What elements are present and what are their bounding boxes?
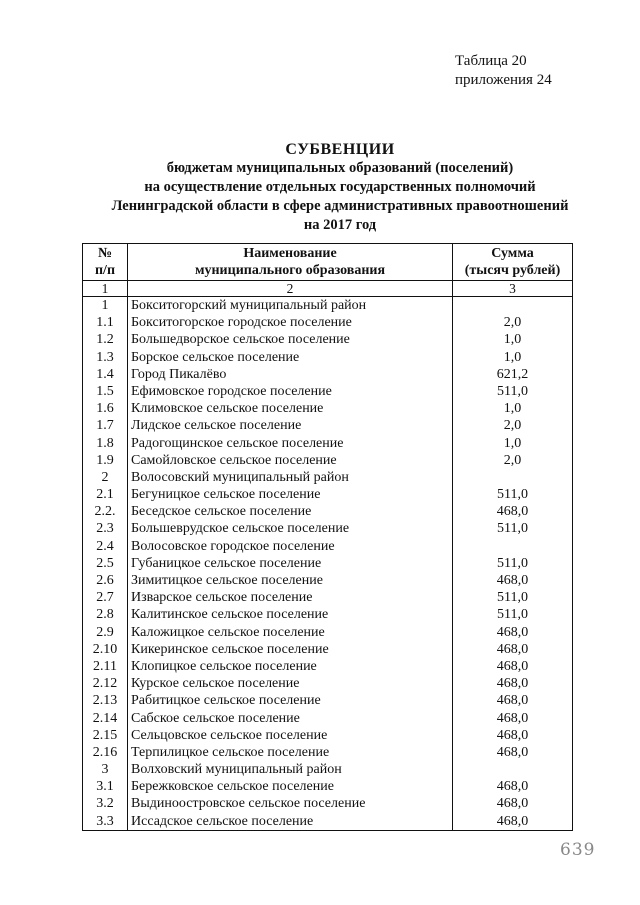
row-sum: 511,0 (453, 520, 573, 537)
table-row (83, 692, 573, 709)
row-name: Самойловское сельское поселение (128, 452, 453, 469)
table-row (83, 452, 573, 469)
row-sum: 2,0 (453, 452, 573, 469)
row-sum: 1,0 (453, 349, 573, 366)
header-name (128, 244, 453, 281)
header-number-line-1: № (97, 246, 113, 261)
table-row (83, 538, 573, 555)
table-row (83, 727, 573, 744)
row-name: Кикеринское сельское поселение (128, 641, 453, 658)
table-row (83, 778, 573, 795)
row-name: Бережковское сельское поселение (128, 778, 453, 795)
table-row (83, 795, 573, 812)
table-row (83, 314, 573, 331)
table-row (83, 400, 573, 417)
row-name: Изварское сельское поселение (128, 589, 453, 606)
row-number: 1.7 (83, 417, 128, 434)
table-row (83, 555, 573, 572)
title-line-5: на 2017 год (303, 217, 377, 233)
row-sum: 511,0 (453, 606, 573, 623)
table-row (83, 417, 573, 434)
table-row (83, 366, 573, 383)
table-row (83, 658, 573, 675)
row-number: 2.6 (83, 572, 128, 589)
column-number: 1 (83, 281, 128, 297)
page-number-stamp: 639 (560, 840, 596, 860)
row-name: Зимитицкое сельское поселение (128, 572, 453, 589)
row-sum: 468,0 (453, 778, 573, 795)
title-line-2: бюджетам муниципальных образований (поселений) (166, 160, 514, 176)
row-name: Большедворское сельское поселение (128, 331, 453, 348)
table-row (83, 624, 573, 641)
table-row (83, 435, 573, 452)
table-row (83, 383, 573, 400)
row-number: 1.9 (83, 452, 128, 469)
row-number: 1.2 (83, 331, 128, 348)
reference-line-1: Таблица 20 (455, 53, 527, 69)
row-number: 2.2. (83, 503, 128, 520)
row-sum: 511,0 (453, 589, 573, 606)
row-sum (453, 761, 573, 778)
row-name: Калитинское сельское поселение (128, 606, 453, 623)
row-name: Беседское сельское поселение (128, 503, 453, 520)
row-sum: 468,0 (453, 624, 573, 641)
table-header-row (83, 244, 573, 281)
row-number: 2.1 (83, 486, 128, 503)
table-row (83, 331, 573, 348)
row-name: Сабское сельское поселение (128, 710, 453, 727)
row-sum: 468,0 (453, 675, 573, 692)
row-number: 2.15 (83, 727, 128, 744)
row-number: 2.5 (83, 555, 128, 572)
title-line-3: на осуществление отдельных государственных полномочий (144, 179, 536, 195)
row-sum: 1,0 (453, 400, 573, 417)
header-number (83, 244, 128, 281)
table-row (83, 606, 573, 623)
row-sum: 511,0 (453, 486, 573, 503)
row-sum: 468,0 (453, 710, 573, 727)
row-sum: 511,0 (453, 555, 573, 572)
title-line-4: Ленинградской области в сфере административных правоотношений (111, 198, 569, 214)
header-number-line-2: п/п (94, 263, 116, 278)
table-body (83, 297, 573, 831)
row-sum: 468,0 (453, 795, 573, 812)
header-sum-line-1: Сумма (491, 246, 534, 261)
row-number: 2.9 (83, 624, 128, 641)
row-number: 1 (83, 297, 128, 315)
row-name: Иссадское сельское поселение (128, 813, 453, 831)
row-number: 3.2 (83, 795, 128, 812)
row-number: 2.7 (83, 589, 128, 606)
row-name: Бегуницкое сельское поселение (128, 486, 453, 503)
row-number: 2.4 (83, 538, 128, 555)
row-sum: 468,0 (453, 658, 573, 675)
row-number: 1.1 (83, 314, 128, 331)
row-number: 2.10 (83, 641, 128, 658)
table-row (83, 744, 573, 761)
table-row (83, 813, 573, 831)
row-sum: 621,2 (453, 366, 573, 383)
table-row (83, 710, 573, 727)
row-name: Каложицкое сельское поселение (128, 624, 453, 641)
table-row (83, 486, 573, 503)
table-row (83, 503, 573, 520)
row-sum: 468,0 (453, 727, 573, 744)
column-number-row (83, 281, 573, 297)
row-number: 2 (83, 469, 128, 486)
table-reference (455, 52, 552, 90)
document-title (70, 140, 610, 235)
row-number: 2.16 (83, 744, 128, 761)
row-sum: 468,0 (453, 641, 573, 658)
row-sum (453, 538, 573, 555)
column-number: 2 (128, 281, 453, 297)
row-number: 2.11 (83, 658, 128, 675)
row-name: Ефимовское городское поселение (128, 383, 453, 400)
row-name: Рабитицкое сельское поселение (128, 692, 453, 709)
row-name: Бокситогорское городское поселение (128, 314, 453, 331)
row-sum: 1,0 (453, 331, 573, 348)
row-sum: 468,0 (453, 572, 573, 589)
row-sum: 468,0 (453, 692, 573, 709)
row-name: Борское сельское поселение (128, 349, 453, 366)
row-sum: 1,0 (453, 435, 573, 452)
header-sum-line-2: (тысяч рублей) (464, 263, 561, 278)
table-row (83, 641, 573, 658)
row-number: 1.6 (83, 400, 128, 417)
row-number: 3 (83, 761, 128, 778)
row-name: Климовское сельское поселение (128, 400, 453, 417)
row-number: 1.3 (83, 349, 128, 366)
row-number: 1.5 (83, 383, 128, 400)
table-row (83, 589, 573, 606)
row-number: 1.4 (83, 366, 128, 383)
row-number: 2.3 (83, 520, 128, 537)
row-number: 2.14 (83, 710, 128, 727)
row-name: Большеврудское сельское поселение (128, 520, 453, 537)
row-name: Выдиноостровское сельское поселение (128, 795, 453, 812)
table-row (83, 572, 573, 589)
row-name: Терпилицкое сельское поселение (128, 744, 453, 761)
title-main: СУБВЕНЦИИ (285, 141, 395, 158)
row-name: Волосовский муниципальный район (128, 469, 453, 486)
row-name: Лидское сельское поселение (128, 417, 453, 434)
row-name: Бокситогорский муниципальный район (128, 297, 453, 315)
row-number: 3.3 (83, 813, 128, 831)
row-name: Клопицкое сельское поселение (128, 658, 453, 675)
row-name: Волховский муниципальный район (128, 761, 453, 778)
row-number: 1.8 (83, 435, 128, 452)
table-row (83, 297, 573, 315)
header-name-line-2: муниципального образования (194, 263, 386, 278)
row-sum: 468,0 (453, 503, 573, 520)
table-row (83, 761, 573, 778)
header-name-line-1: Наименование (243, 246, 337, 261)
row-name: Губаницкое сельское поселение (128, 555, 453, 572)
row-number: 2.12 (83, 675, 128, 692)
table-row (83, 349, 573, 366)
row-name: Курское сельское поселение (128, 675, 453, 692)
table-row (83, 675, 573, 692)
row-name: Волосовское городское поселение (128, 538, 453, 555)
row-number: 2.8 (83, 606, 128, 623)
row-sum (453, 297, 573, 315)
row-sum: 2,0 (453, 417, 573, 434)
row-sum: 2,0 (453, 314, 573, 331)
row-name: Радогощинское сельское поселение (128, 435, 453, 452)
row-sum: 468,0 (453, 744, 573, 761)
row-number: 3.1 (83, 778, 128, 795)
row-sum: 468,0 (453, 813, 573, 831)
table-row (83, 469, 573, 486)
reference-line-2: приложения 24 (455, 72, 552, 88)
table-row (83, 520, 573, 537)
header-sum (453, 244, 573, 281)
row-sum (453, 469, 573, 486)
row-name: Город Пикалёво (128, 366, 453, 383)
row-number: 2.13 (83, 692, 128, 709)
row-name: Сельцовское сельское поселение (128, 727, 453, 744)
row-sum: 511,0 (453, 383, 573, 400)
subsidy-table (82, 243, 573, 831)
column-number: 3 (453, 281, 573, 297)
